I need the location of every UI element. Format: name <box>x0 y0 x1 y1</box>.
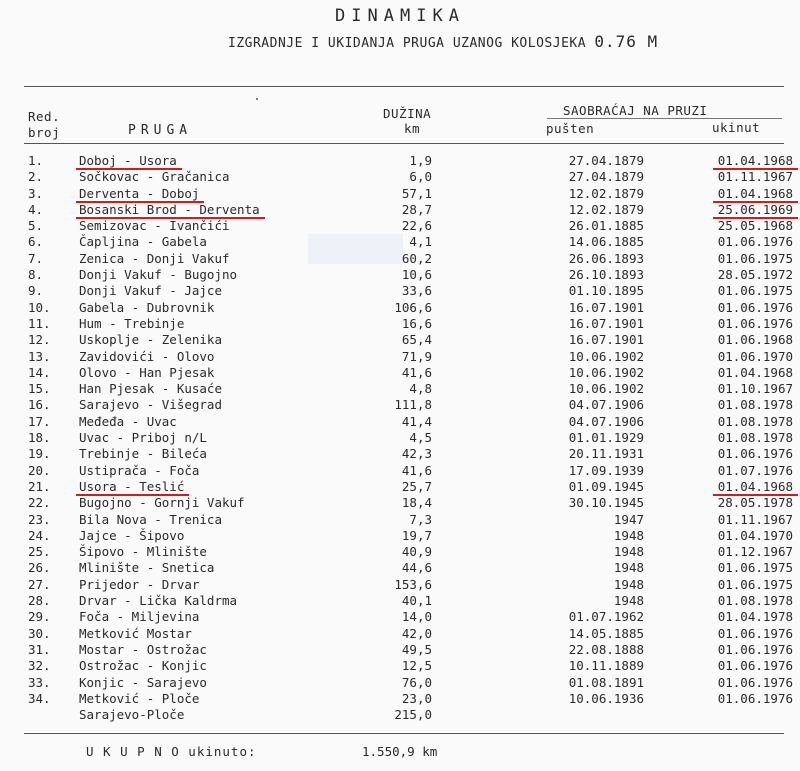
row-line-name: Ustiprača - Foča <box>79 462 200 478</box>
row-opened-date: 12.02.1879 <box>568 185 644 201</box>
row-closed-date: 01.04.1968 <box>717 153 793 168</box>
row-number: 11. <box>28 315 51 331</box>
row-closed-date: 01.04.1968 <box>717 364 793 380</box>
row-length-km: 57,1 <box>401 185 432 201</box>
row-opened-date: 1948 <box>613 576 644 592</box>
row-line-name: Sarajevo-Ploče <box>79 707 185 723</box>
row-line-name: Bila Nova - Trenica <box>79 511 222 527</box>
row-length-km: 76,0 <box>401 674 432 690</box>
table-row <box>0 169 800 185</box>
row-opened-date: 16.07.1901 <box>568 332 644 348</box>
railway-table <box>0 153 800 723</box>
row-closed-date: 01.08.1978 <box>717 397 793 413</box>
row-opened-date: 04.07.1906 <box>568 397 644 413</box>
row-closed-date: 01.06.1976 <box>717 315 793 331</box>
row-line-name: Međeđa - Uvac <box>79 413 177 429</box>
row-closed-date: 01.06.1976 <box>717 234 793 250</box>
row-opened-date: 27.04.1879 <box>568 153 644 168</box>
row-closed-date: 01.08.1978 <box>717 430 793 446</box>
row-line-name: Bugojno - Gornji Vakuf <box>79 495 245 511</box>
table-row <box>0 544 800 560</box>
table-row <box>0 658 800 674</box>
header-pusten: pušten <box>546 121 595 136</box>
table-row <box>0 365 800 381</box>
row-number: 17. <box>28 413 51 429</box>
table-row <box>0 609 800 625</box>
row-opened-date: 14.06.1885 <box>568 234 644 250</box>
row-opened-date: 01.09.1945 <box>568 478 644 494</box>
table-row <box>0 430 800 446</box>
row-length-km: 25,7 <box>401 478 432 494</box>
row-number: 32. <box>28 658 51 674</box>
row-number: 6. <box>28 234 44 250</box>
table-row <box>0 593 800 609</box>
row-line-name: Donji Vakuf - Bugojno <box>79 267 238 283</box>
row-opened-date: 01.10.1895 <box>568 283 644 299</box>
row-opened-date: 01.07.1962 <box>568 609 644 625</box>
row-opened-date: 26.06.1893 <box>568 250 644 266</box>
row-number: 12. <box>28 332 51 348</box>
table-row <box>0 202 800 218</box>
row-number: 22. <box>28 495 51 511</box>
row-number: 23. <box>28 511 51 527</box>
row-length-km: 22,6 <box>401 218 432 234</box>
row-closed-date: 01.04.1968 <box>717 185 793 201</box>
row-closed-date: 01.06.1976 <box>717 674 793 690</box>
row-opened-date: 10.06.1902 <box>568 364 644 380</box>
row-opened-date: 01.08.1891 <box>568 674 644 690</box>
table-row <box>0 560 800 576</box>
table-row <box>0 316 800 332</box>
row-opened-date: 22.08.1888 <box>568 641 644 657</box>
table-row <box>0 495 800 511</box>
row-line-name: Mlinište - Snetica <box>79 560 215 576</box>
row-closed-date: 01.06.1968 <box>717 332 793 348</box>
row-closed-date: 01.06.1970 <box>717 348 793 364</box>
row-line-name: Sočkovac - Gračanica <box>79 169 230 185</box>
row-closed-date: 01.06.1975 <box>717 283 793 299</box>
table-row <box>0 234 800 250</box>
row-line-name: Olovo - Han Pjesak <box>79 364 215 380</box>
row-length-km: 40,9 <box>401 544 432 560</box>
row-number: 27. <box>28 576 51 592</box>
row-opened-date: 12.02.1879 <box>568 201 644 217</box>
gauge-value: 0.76 M <box>594 32 659 51</box>
table-row <box>0 642 800 658</box>
row-line-name: Zavidovići - Olovo <box>79 348 215 364</box>
row-closed-date: 01.04.1970 <box>717 527 793 543</box>
row-number: 31. <box>28 641 51 657</box>
row-length-km: 4,5 <box>409 430 432 446</box>
row-line-name: Metković - Ploče <box>79 690 200 706</box>
table-row <box>0 397 800 413</box>
document-subtitle <box>228 32 658 51</box>
row-number: 4. <box>28 201 44 217</box>
row-closed-date: 01.06.1976 <box>717 690 793 706</box>
row-closed-date: 01.04.1968 <box>717 478 793 494</box>
row-length-km: 71,9 <box>401 348 432 364</box>
row-number: 14. <box>28 364 51 380</box>
row-number: 18. <box>28 430 51 446</box>
table-row <box>0 446 800 462</box>
row-line-name: Foča - Miljevina <box>79 609 200 625</box>
table-row <box>0 186 800 202</box>
document-title: DINAMIKA <box>335 6 465 26</box>
row-closed-date: 01.06.1976 <box>717 299 793 315</box>
row-length-km: 33,6 <box>401 283 432 299</box>
row-number: 2. <box>28 169 44 185</box>
header-red: Red. <box>28 109 61 124</box>
row-closed-date: 01.06.1975 <box>717 250 793 266</box>
row-opened-date: 10.06.1902 <box>568 348 644 364</box>
header-saobracaj-rule <box>547 118 782 119</box>
row-length-km: 42,0 <box>401 625 432 641</box>
row-closed-date: 01.06.1976 <box>717 658 793 674</box>
row-number: 16. <box>28 397 51 413</box>
row-opened-date: 10.06.1936 <box>568 690 644 706</box>
row-opened-date: 17.09.1939 <box>568 462 644 478</box>
row-closed-date: 25.05.1968 <box>717 218 793 234</box>
stray-dot <box>256 98 258 100</box>
row-closed-date: 01.11.1967 <box>717 511 793 527</box>
header-broj: broj <box>28 125 61 140</box>
row-length-km: 7,3 <box>409 511 432 527</box>
row-length-km: 153,6 <box>394 576 432 592</box>
header-duzina: DUŽINA <box>383 106 432 121</box>
row-closed-date: 01.04.1978 <box>717 609 793 625</box>
row-line-name: Donji Vakuf - Jajce <box>79 283 222 299</box>
row-length-km: 16,6 <box>401 315 432 331</box>
row-length-km: 6,0 <box>409 169 432 185</box>
row-line-name: Sarajevo - Višegrad <box>79 397 222 413</box>
table-row <box>0 381 800 397</box>
row-opened-date: 16.07.1901 <box>568 299 644 315</box>
row-number: 33. <box>28 674 51 690</box>
row-opened-date: 1948 <box>613 527 644 543</box>
row-line-name: Jajce - Šipovo <box>79 527 185 543</box>
row-opened-date: 30.10.1945 <box>568 495 644 511</box>
row-length-km: 28,7 <box>401 201 432 217</box>
table-row <box>0 349 800 365</box>
row-line-name: Prijedor - Drvar <box>79 576 200 592</box>
row-closed-date: 25.06.1969 <box>717 201 793 217</box>
row-number: 20. <box>28 462 51 478</box>
row-opened-date: 26.10.1893 <box>568 267 644 283</box>
row-opened-date: 01.01.1929 <box>568 430 644 446</box>
table-row <box>0 626 800 642</box>
table-row <box>0 267 800 283</box>
row-number: 19. <box>28 446 51 462</box>
row-opened-date: 16.07.1901 <box>568 315 644 331</box>
row-length-km: 106,6 <box>394 299 432 315</box>
row-closed-date: 01.12.1967 <box>717 544 793 560</box>
row-line-name: Šipovo - Mlinište <box>79 544 207 560</box>
table-row <box>0 300 800 316</box>
row-length-km: 44,6 <box>401 560 432 576</box>
row-opened-date: 14.05.1885 <box>568 625 644 641</box>
table-row <box>0 707 800 723</box>
row-number: 28. <box>28 593 51 609</box>
row-number: 30. <box>28 625 51 641</box>
row-number: 21. <box>28 478 51 494</box>
row-line-name: Metković Mostar <box>79 625 192 641</box>
table-row <box>0 251 800 267</box>
row-opened-date: 20.11.1931 <box>568 446 644 462</box>
row-length-km: 41,6 <box>401 462 432 478</box>
row-length-km: 41,4 <box>401 413 432 429</box>
row-opened-date: 1948 <box>613 544 644 560</box>
row-length-km: 215,0 <box>394 707 432 723</box>
total-value: 1.550,9 km <box>362 744 438 759</box>
row-closed-date: 01.08.1978 <box>717 593 793 609</box>
row-line-name: Bosanski Brod - Derventa <box>79 201 260 217</box>
row-length-km: 49,5 <box>401 641 432 657</box>
row-closed-date: 01.06.1975 <box>717 560 793 576</box>
total-label: U K U P N O ukinuto: <box>86 744 257 759</box>
row-opened-date: 1948 <box>613 593 644 609</box>
row-closed-date: 01.06.1976 <box>717 641 793 657</box>
row-opened-date: 1948 <box>613 560 644 576</box>
row-number: 10. <box>28 299 51 315</box>
row-number: 34. <box>28 690 51 706</box>
row-line-name: Konjic - Sarajevo <box>79 674 207 690</box>
header-saobracaj: SAOBRAĆAJ NA PRUZI <box>563 103 708 118</box>
row-line-name: Derventa - Doboj <box>79 185 200 201</box>
row-opened-date: 10.06.1902 <box>568 381 644 397</box>
row-closed-date: 01.07.1976 <box>717 462 793 478</box>
table-row <box>0 283 800 299</box>
row-number: 3. <box>28 185 44 201</box>
row-line-name: Semizovac - Ivančići <box>79 218 230 234</box>
table-row <box>0 528 800 544</box>
table-row <box>0 691 800 707</box>
row-number: 8. <box>28 267 44 283</box>
row-closed-date: 01.10.1967 <box>717 381 793 397</box>
table-row <box>0 512 800 528</box>
table-row <box>0 479 800 495</box>
table-row <box>0 577 800 593</box>
row-line-name: Drvar - Lička Kaldrma <box>79 593 238 609</box>
row-opened-date: 27.04.1879 <box>568 169 644 185</box>
row-number: 15. <box>28 381 51 397</box>
footer-rule <box>24 733 784 734</box>
table-row <box>0 153 800 169</box>
row-length-km: 1,9 <box>409 153 432 168</box>
table-row <box>0 218 800 234</box>
row-number: 13. <box>28 348 51 364</box>
row-length-km: 14,0 <box>401 609 432 625</box>
row-opened-date: 1947 <box>613 511 644 527</box>
row-closed-date: 01.06.1975 <box>717 576 793 592</box>
row-number: 25. <box>28 544 51 560</box>
row-closed-date: 01.11.1967 <box>717 169 793 185</box>
row-number: 9. <box>28 283 44 299</box>
table-row <box>0 675 800 691</box>
row-length-km: 12,5 <box>401 658 432 674</box>
table-row <box>0 332 800 348</box>
table-row <box>0 463 800 479</box>
row-line-name: Zenica - Donji Vakuf <box>79 250 230 266</box>
row-length-km: 23,0 <box>401 690 432 706</box>
row-length-km: 40,1 <box>401 593 432 609</box>
header-pruga: PRUGA <box>128 123 193 138</box>
row-length-km: 111,8 <box>394 397 432 413</box>
row-line-name: Mostar - Ostrožac <box>79 641 207 657</box>
row-line-name: Trebinje - Bileća <box>79 446 207 462</box>
row-line-name: Čapljina - Gabela <box>79 234 207 250</box>
row-number: 26. <box>28 560 51 576</box>
row-line-name: Ostrožac - Konjic <box>79 658 207 674</box>
row-number: 5. <box>28 218 44 234</box>
subtitle-text: IZGRADNJE I UKIDANJA PRUGA UZANOG KOLOSJEKA <box>228 36 587 51</box>
row-closed-date: 01.06.1976 <box>717 446 793 462</box>
row-line-name: Uskoplje - Zelenika <box>79 332 222 348</box>
row-closed-date: 28.05.1978 <box>717 495 793 511</box>
row-line-name: Gabela - Dubrovnik <box>79 299 215 315</box>
row-length-km: 60,2 <box>401 250 432 266</box>
row-line-name: Uvac - Priboj n/L <box>79 430 207 446</box>
row-line-name: Usora - Teslić <box>79 478 185 494</box>
row-length-km: 42,3 <box>401 446 432 462</box>
row-line-name: Han Pjesak - Kusaće <box>79 381 222 397</box>
header-top-rule <box>24 86 784 87</box>
row-length-km: 19,7 <box>401 527 432 543</box>
row-opened-date: 10.11.1889 <box>568 658 644 674</box>
row-line-name: Doboj - Usora <box>79 153 177 168</box>
row-number: 24. <box>28 527 51 543</box>
row-closed-date: 01.08.1978 <box>717 413 793 429</box>
row-opened-date: 04.07.1906 <box>568 413 644 429</box>
header-km: km <box>404 121 421 136</box>
row-length-km: 4,1 <box>409 234 432 250</box>
row-length-km: 65,4 <box>401 332 432 348</box>
row-number: 29. <box>28 609 51 625</box>
row-length-km: 10,6 <box>401 267 432 283</box>
row-closed-date: 01.06.1976 <box>717 625 793 641</box>
row-number: 1. <box>28 153 44 168</box>
row-length-km: 18,4 <box>401 495 432 511</box>
row-number: 7. <box>28 250 44 266</box>
row-opened-date: 26.01.1885 <box>568 218 644 234</box>
row-length-km: 4,8 <box>409 381 432 397</box>
header-ukinut: ukinut <box>712 120 761 135</box>
row-closed-date: 28.05.1972 <box>717 267 793 283</box>
row-line-name: Hum - Trebinje <box>79 315 185 331</box>
row-length-km: 41,6 <box>401 364 432 380</box>
table-row <box>0 414 800 430</box>
header-bottom-rule <box>24 143 784 144</box>
